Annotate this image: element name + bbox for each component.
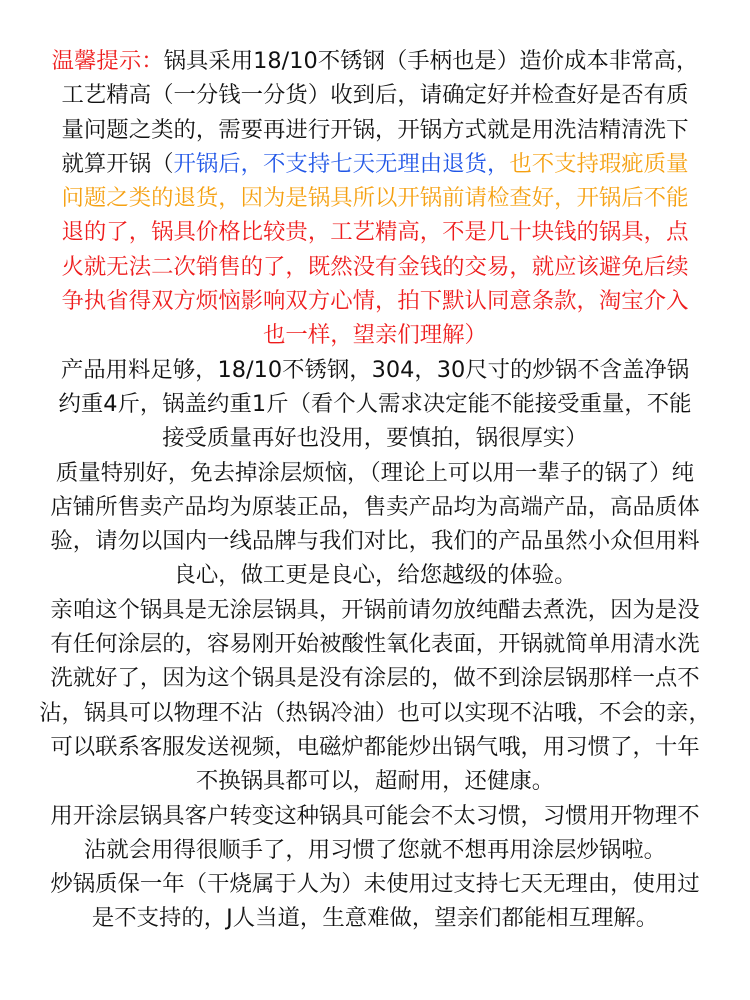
notice-segment-red: 也一样，望亲们理解）: [263, 322, 487, 349]
notice-line: [18, 387, 732, 421]
notice-segment-black: 有任何涂层的，容易刚开始被酸性氧化表面，开锅就简单用清水洗: [50, 631, 700, 658]
notice-segment-red: 退的了，锅具价格比较贵，工艺精高，不是几十块钱的锅具，点: [61, 219, 689, 246]
notice-segment-black: 锅具采用18/10不锈钢（手柄也是）造价成本非常高，: [163, 48, 699, 74]
notice-segment-blue: 开锅后，不支持七天无理由退货，: [173, 150, 510, 177]
notice-line: [18, 901, 732, 935]
notice-line: [18, 593, 732, 627]
notice-line: [18, 353, 732, 387]
notice-segment-black: 不换锅具都可以，超耐用，还健康。: [195, 768, 555, 795]
notice-segment-black: 约重4斤，锅盖约重1斤（看个人需求决定能不能接受重量，不能: [58, 390, 692, 417]
notice-line: [18, 833, 732, 867]
notice-segment-black: 就算开锅（: [61, 150, 174, 177]
notice-line: [18, 284, 732, 318]
notice-line: [18, 215, 732, 249]
notice-line: [18, 558, 732, 592]
notice-line: [18, 764, 732, 798]
notice-text-block: [0, 44, 750, 936]
notice-line: [18, 113, 732, 147]
notice-segment-black: 店铺所售卖产品均为原装正品，售卖产品均为高端产品，高品质体: [50, 493, 700, 520]
notice-segment-black: 是不支持的，J人当道，生意难做，望亲们都能相互理解。: [91, 905, 659, 932]
notice-line: [18, 627, 732, 661]
notice-line: [18, 490, 732, 524]
notice-segment-red: 争执省得双方烦恼影响双方心情，拍下默认同意条款，淘宝介入: [61, 288, 689, 315]
notice-segment-black: 可以联系客服发送视频，电磁炉都能炒出锅气哦，用习惯了，十年: [50, 733, 700, 760]
notice-line: [18, 78, 732, 112]
notice-line: [18, 421, 732, 455]
notice-line: [18, 524, 732, 558]
notice-line: [18, 250, 732, 284]
notice-segment-black: 量问题之类的，需要再进行开锅，开锅方式就是用洗洁精清洗下: [61, 116, 689, 143]
notice-line: [18, 318, 732, 352]
notice-line: [18, 661, 732, 695]
notice-segment-black: 工艺精高（一分钱一分货）收到后，请确定好并检查好是否有质: [61, 82, 689, 109]
notice-segment-black: 质量特别好，免去掉涂层烦恼，（理论上可以用一辈子的锅了）纯: [55, 459, 695, 486]
notice-segment-black: 沾就会用得很顺手了，用习惯了您就不想再用涂层炒锅啦。: [83, 836, 667, 863]
notice-line: [18, 799, 732, 833]
notice-segment-black: 用开涂层锅具客户转变这种锅具可能会不太习惯，习惯用开物理不: [50, 802, 700, 829]
notice-segment-orange: 也不支持瑕疵质量: [509, 150, 689, 177]
notice-line: [18, 44, 732, 78]
notice-segment-red: 火就无法二次销售的了，既然没有金钱的交易，就应该避免后续: [61, 253, 689, 280]
notice-segment-black: 产品用料足够，18/10不锈钢，304，30尺寸的炒锅不含盖净锅: [60, 356, 690, 383]
notice-segment-black: 炒锅质保一年（干烧属于人为）未使用过支持七天无理由，使用过: [50, 871, 700, 898]
notice-segment-black: 验，请勿以国内一线品牌与我们对比，我们的产品虽然小众但用料: [50, 528, 700, 555]
notice-line: [18, 867, 732, 901]
notice-segment-black: 沾，锅具可以物理不沾（热锅冷油）也可以实现不沾哦，不会的亲，: [39, 699, 711, 726]
notice-line: [18, 456, 732, 490]
notice-line: [18, 181, 732, 215]
notice-segment-black: 亲咱这个锅具是无涂层锅具，开锅前请勿放纯醋去煮洗，因为是没: [50, 596, 700, 623]
notice-segment-black: 良心，做工更是良心，给您越级的体验。: [173, 562, 577, 589]
notice-segment-orange: 问题之类的退货，因为是锅具所以开锅前请检查好，开锅后不能: [61, 185, 689, 212]
notice-line: [18, 147, 732, 181]
notice-segment-black: 洗就好了，因为这个锅具是没有涂层的，做不到涂层锅那样一点不: [50, 665, 700, 692]
notice-line: [18, 730, 732, 764]
notice-segment-black: 接受质量再好也没用，要慎拍，锅很厚实）: [162, 425, 588, 452]
notice-line: [18, 696, 732, 730]
notice-segment-red: 温馨提示：: [51, 48, 164, 74]
